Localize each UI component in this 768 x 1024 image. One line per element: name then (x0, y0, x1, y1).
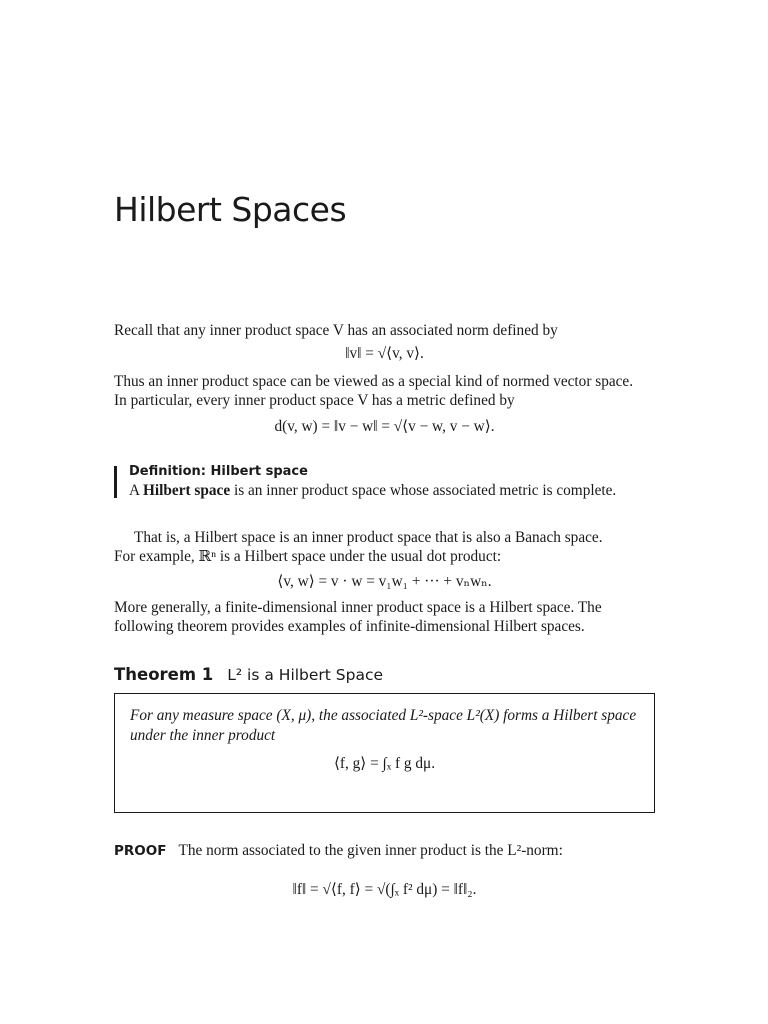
definition-prefix: A (129, 482, 144, 499)
theorem-statement: For any measure space (X, μ), the associated L²-space L²(X) forms a Hilbert space under the inner product (130, 707, 637, 744)
metric-equation: d(v, w) = ‖v − w‖ = √⟨v − w, v − w⟩. (274, 418, 495, 435)
page-title: Hilbert Spaces (114, 190, 347, 229)
norm-equation: ‖v‖ = √⟨v, v⟩. (345, 345, 424, 362)
intro-paragraph: Recall that any inner product space V has an associated norm defined by (114, 322, 558, 339)
banach-sentence: That is, a Hilbert space is an inner product space that is also a Banach space. (134, 529, 603, 546)
theorem-label: Theorem 1 (114, 665, 214, 684)
proof-equation: ‖f‖ = √⟨f, f⟩ = √(∫ₓ f² dμ) = ‖f‖₂. (292, 881, 477, 898)
proof-label: PROOF (114, 843, 167, 859)
theorem-intro-sentence: following theorem provides examples of infinite-dimensional Hilbert spaces. (114, 618, 585, 635)
theorem-equation: ⟨f, g⟩ = ∫ₓ f g dμ. (333, 755, 436, 772)
theorem-heading (114, 665, 383, 685)
theorem-box (114, 693, 655, 813)
metric-sentence: In particular, every inner product space V has a metric defined by (114, 392, 515, 409)
finite-dim-sentence: More generally, a finite-dimensional inner product space is a Hilbert space. The (114, 599, 602, 616)
definition-body (129, 482, 616, 500)
theorem-name: L² is a Hilbert Space (227, 666, 384, 684)
normed-space-sentence: Thus an inner product space can be viewed as a special kind of normed vector space. (114, 373, 634, 390)
proof-text: The norm associated to the given inner product is the L²-norm: (178, 842, 563, 859)
definition-heading: Definition: Hilbert space (129, 464, 308, 479)
definition-suffix: is an inner product space whose associated metric is complete. (230, 482, 617, 499)
definition-term: Hilbert space (143, 482, 231, 499)
dot-product-equation: ⟨v, w⟩ = v · w = v₁w₁ + ··· + vₙwₙ. (277, 573, 492, 590)
definition-bar (114, 466, 117, 498)
proof-line (114, 842, 563, 860)
example-sentence: For example, ℝⁿ is a Hilbert space under the usual dot product: (114, 548, 502, 565)
